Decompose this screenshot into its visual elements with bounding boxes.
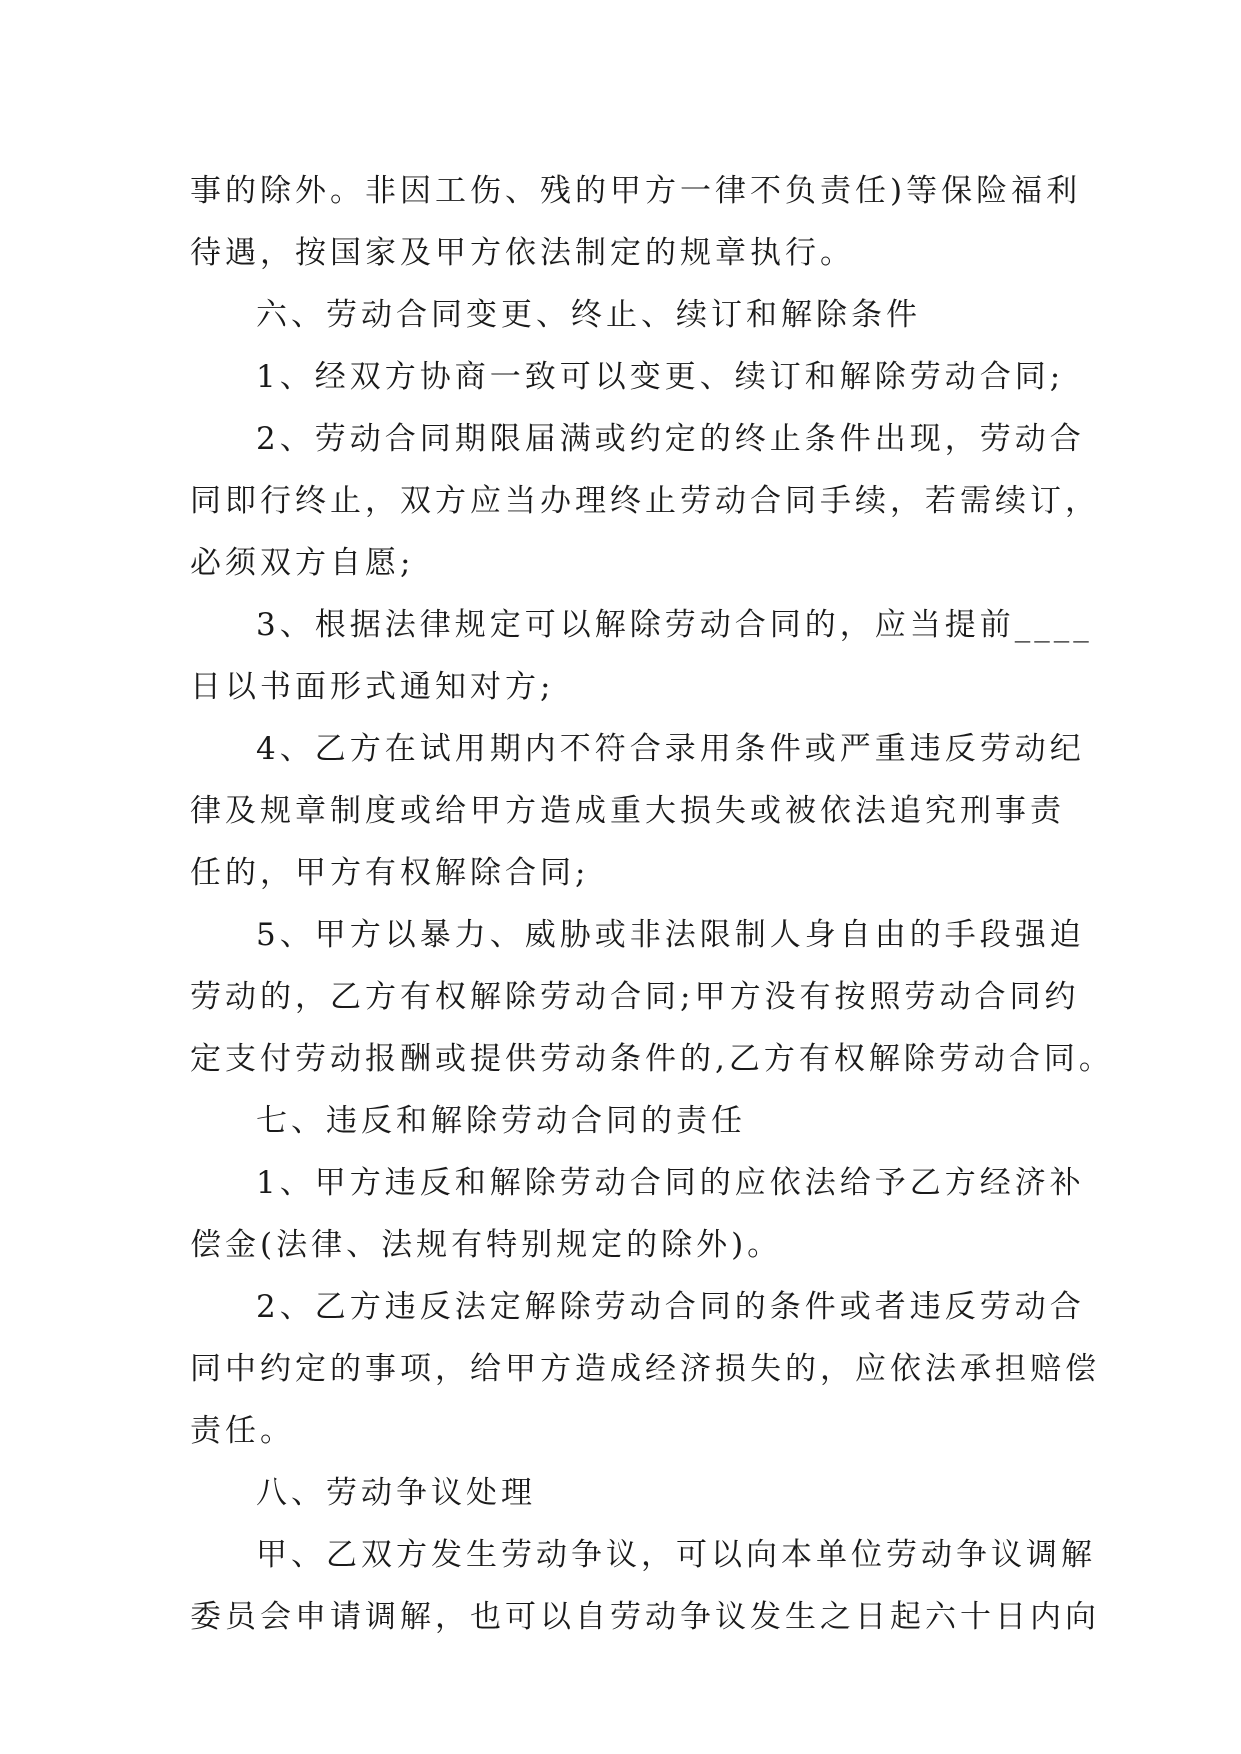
text-line: 定支付劳动报酬或提供劳动条件的,乙方有权解除劳动合同。 <box>190 1041 1114 1077</box>
text-line: 偿金(法律、法规有特别规定的除外)。 <box>190 1227 783 1263</box>
clause-line: 1、经双方协商一致可以变更、续订和解除劳动合同; <box>256 359 1065 395</box>
document-text <box>190 160 1114 1648</box>
section-heading: 六、劳动合同变更、终止、续订和解除条件 <box>256 297 921 333</box>
clause-line: 3、根据法律规定可以解除劳动合同的，应当提前____ <box>256 607 1093 643</box>
clause-line: 2、乙方违反法定解除劳动合同的条件或者违反劳动合 <box>256 1289 1085 1325</box>
clause-line: 2、劳动合同期限届满或约定的终止条件出现，劳动合 <box>256 421 1085 457</box>
section-heading: 七、违反和解除劳动合同的责任 <box>256 1103 746 1139</box>
text-line: 待遇，按国家及甲方依法制定的规章执行。 <box>190 235 855 271</box>
clause-line: 1、甲方违反和解除劳动合同的应依法给予乙方经济补 <box>256 1165 1085 1201</box>
text-line: 委员会申请调解，也可以自劳动争议发生之日起六十日内向 <box>190 1599 1100 1635</box>
text-line: 责任。 <box>190 1413 295 1449</box>
section-heading: 八、劳动争议处理 <box>256 1475 536 1511</box>
text-line: 必须双方自愿; <box>190 545 415 581</box>
paragraph-line: 甲、乙双方发生劳动争议，可以向本单位劳动争议调解 <box>256 1537 1096 1573</box>
clause-line: 5、甲方以暴力、威胁或非法限制人身自由的手段强迫 <box>256 917 1085 953</box>
text-line: 日以书面形式通知对方; <box>190 669 555 705</box>
text-line: 律及规章制度或给甲方造成重大损失或被依法追究刑事责 <box>190 793 1065 829</box>
text-line: 同中约定的事项，给甲方造成经济损失的，应依法承担赔偿 <box>190 1351 1100 1387</box>
text-line: 同即行终止，双方应当办理终止劳动合同手续，若需续订， <box>190 483 1100 519</box>
text-line: 事的除外。非因工伤、残的甲方一律不负责任)等保险福利 <box>190 173 1082 209</box>
text-line: 劳动的，乙方有权解除劳动合同;甲方没有按照劳动合同约 <box>190 979 1080 1015</box>
clause-line: 4、乙方在试用期内不符合录用条件或严重违反劳动纪 <box>256 731 1085 767</box>
text-line: 任的，甲方有权解除合同; <box>190 855 590 891</box>
